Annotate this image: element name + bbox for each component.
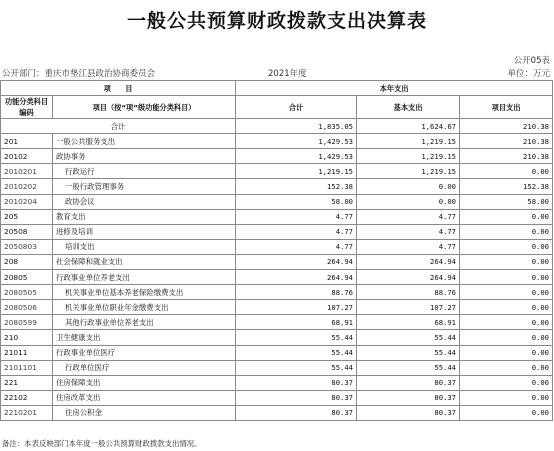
row-project: 0.00 — [460, 164, 553, 179]
row-basic: 55.44 — [357, 360, 460, 375]
table-row — [1, 360, 553, 375]
row-project: 0.00 — [460, 315, 553, 330]
table-row — [1, 300, 553, 315]
row-project: 0.00 — [460, 224, 553, 239]
row-name: 住房改革支出 — [53, 390, 236, 405]
row-total: 1,429.53 — [236, 134, 357, 149]
row-code: 2210201 — [1, 405, 53, 420]
department-label: 公开部门：重庆市垫江县政治协商委员会 — [2, 69, 156, 79]
row-project: 0.00 — [460, 390, 553, 405]
table-row — [1, 239, 553, 254]
item-group-header: 项 目 — [1, 81, 236, 96]
row-total: 4.77 — [236, 239, 357, 254]
page-title: 一般公共预算财政拨款支出决算表 — [126, 10, 427, 32]
row-code: 210 — [1, 330, 53, 345]
row-basic: 4.77 — [357, 239, 460, 254]
row-name: 住房保障支出 — [53, 375, 236, 390]
row-total: 4.77 — [236, 209, 357, 224]
row-name: 行政运行 — [53, 164, 236, 179]
row-basic: 55.44 — [357, 330, 460, 345]
total-row-project: 210.38 — [460, 119, 553, 134]
row-basic: 80.37 — [357, 405, 460, 420]
row-name: 进修及培训 — [53, 224, 236, 239]
row-total: 80.37 — [236, 405, 357, 420]
table-row — [1, 315, 553, 330]
row-total: 264.94 — [236, 270, 357, 285]
table-body — [1, 119, 553, 421]
row-project: 0.00 — [460, 300, 553, 315]
code-column-header: 功能分类科目编码 — [1, 96, 53, 119]
header-row-top — [1, 81, 553, 96]
row-basic: 68.91 — [357, 315, 460, 330]
row-project: 58.00 — [460, 194, 553, 209]
row-basic: 80.37 — [357, 390, 460, 405]
row-total: 80.37 — [236, 375, 357, 390]
row-project: 0.00 — [460, 405, 553, 420]
row-project: 0.00 — [460, 360, 553, 375]
row-total: 88.76 — [236, 285, 357, 300]
row-code: 201 — [1, 134, 53, 149]
row-code: 20805 — [1, 270, 53, 285]
row-project: 152.38 — [460, 179, 553, 194]
table-row — [1, 254, 553, 269]
row-project: 0.00 — [460, 254, 553, 269]
row-total: 264.94 — [236, 254, 357, 269]
row-total: 55.44 — [236, 345, 357, 360]
table-row — [1, 149, 553, 164]
row-project: 0.00 — [460, 285, 553, 300]
row-basic: 0.00 — [357, 194, 460, 209]
row-name: 行政单位医疗 — [53, 360, 236, 375]
row-basic: 264.94 — [357, 254, 460, 269]
row-code: 2050803 — [1, 239, 53, 254]
row-project: 0.00 — [460, 375, 553, 390]
total-row-basic: 1,624.67 — [357, 119, 460, 134]
row-basic: 1,219.15 — [357, 134, 460, 149]
footnote: 备注：本表反映部门本年度一般公共预算财政拨款支出情况。 — [2, 439, 202, 448]
table-row — [1, 209, 553, 224]
row-name: 机关事业单位基本养老保险缴费支出 — [53, 285, 236, 300]
row-name: 一般行政管理事务 — [53, 179, 236, 194]
row-name: 行政事业单位养老支出 — [53, 270, 236, 285]
row-total: 55.44 — [236, 330, 357, 345]
table-row — [1, 330, 553, 345]
total-column-header: 合计 — [236, 96, 357, 119]
row-code: 2080506 — [1, 300, 53, 315]
header-row-columns — [1, 96, 553, 119]
row-basic: 1,219.15 — [357, 164, 460, 179]
table-row — [1, 270, 553, 285]
row-basic: 107.27 — [357, 300, 460, 315]
row-name: 教育支出 — [53, 209, 236, 224]
fiscal-year: 2021年度 — [268, 69, 307, 79]
total-row-total: 1,835.05 — [236, 119, 357, 134]
row-basic: 80.37 — [357, 375, 460, 390]
row-basic: 4.77 — [357, 224, 460, 239]
row-basic: 55.44 — [357, 345, 460, 360]
unit-label: 单位：万元 — [507, 69, 550, 79]
row-name: 卫生健康支出 — [53, 330, 236, 345]
row-name: 培训支出 — [53, 239, 236, 254]
row-name: 住房公积金 — [53, 405, 236, 420]
row-total: 55.44 — [236, 360, 357, 375]
name-column-header: 项目（按“项”级功能分类科目） — [53, 96, 236, 119]
row-total: 80.37 — [236, 390, 357, 405]
year-expense-header: 本年支出 — [236, 81, 553, 96]
row-name: 行政事业单位医疗 — [53, 345, 236, 360]
row-code: 2010202 — [1, 179, 53, 194]
row-code: 205 — [1, 209, 53, 224]
row-project: 210.38 — [460, 134, 553, 149]
form-code: 公开05表 — [513, 56, 550, 66]
table-row — [1, 134, 553, 149]
table-row — [1, 390, 553, 405]
table-row — [1, 179, 553, 194]
row-code: 2080599 — [1, 315, 53, 330]
row-code: 208 — [1, 254, 53, 269]
row-total: 107.27 — [236, 300, 357, 315]
row-basic: 0.00 — [357, 179, 460, 194]
row-code: 20508 — [1, 224, 53, 239]
row-code: 2080505 — [1, 285, 53, 300]
row-name: 政协事务 — [53, 149, 236, 164]
row-project: 0.00 — [460, 209, 553, 224]
row-code: 221 — [1, 375, 53, 390]
meta-row — [0, 67, 554, 79]
project-column-header: 项目支出 — [460, 96, 553, 119]
basic-column-header: 基本支出 — [357, 96, 460, 119]
row-code: 2010204 — [1, 194, 53, 209]
row-project: 0.00 — [460, 330, 553, 345]
total-row-label: 合计 — [1, 119, 236, 134]
row-name: 机关事业单位职业年金缴费支出 — [53, 300, 236, 315]
row-code: 2010201 — [1, 164, 53, 179]
row-project: 0.00 — [460, 270, 553, 285]
row-basic: 1,219.15 — [357, 149, 460, 164]
expenditure-table — [0, 80, 553, 421]
table-row — [1, 164, 553, 179]
row-total: 4.77 — [236, 224, 357, 239]
row-name: 社会保障和就业支出 — [53, 254, 236, 269]
row-total: 1,219.15 — [236, 164, 357, 179]
table-row — [1, 194, 553, 209]
table-row — [1, 285, 553, 300]
table-row — [1, 224, 553, 239]
table-row — [1, 405, 553, 420]
table-row — [1, 345, 553, 360]
row-code: 22102 — [1, 390, 53, 405]
row-basic: 264.94 — [357, 270, 460, 285]
row-code: 2101101 — [1, 360, 53, 375]
row-name: 其他行政事业单位养老支出 — [53, 315, 236, 330]
total-row — [1, 119, 553, 134]
row-code: 21011 — [1, 345, 53, 360]
row-project: 210.38 — [460, 149, 553, 164]
row-basic: 4.77 — [357, 209, 460, 224]
row-name: 一般公共服务支出 — [53, 134, 236, 149]
row-basic: 88.76 — [357, 285, 460, 300]
row-project: 0.00 — [460, 239, 553, 254]
row-code: 20102 — [1, 149, 53, 164]
row-project: 0.00 — [460, 345, 553, 360]
row-total: 58.00 — [236, 194, 357, 209]
row-name: 政协会议 — [53, 194, 236, 209]
table-row — [1, 375, 553, 390]
row-total: 68.91 — [236, 315, 357, 330]
row-total: 1,429.53 — [236, 149, 357, 164]
row-total: 152.38 — [236, 179, 357, 194]
